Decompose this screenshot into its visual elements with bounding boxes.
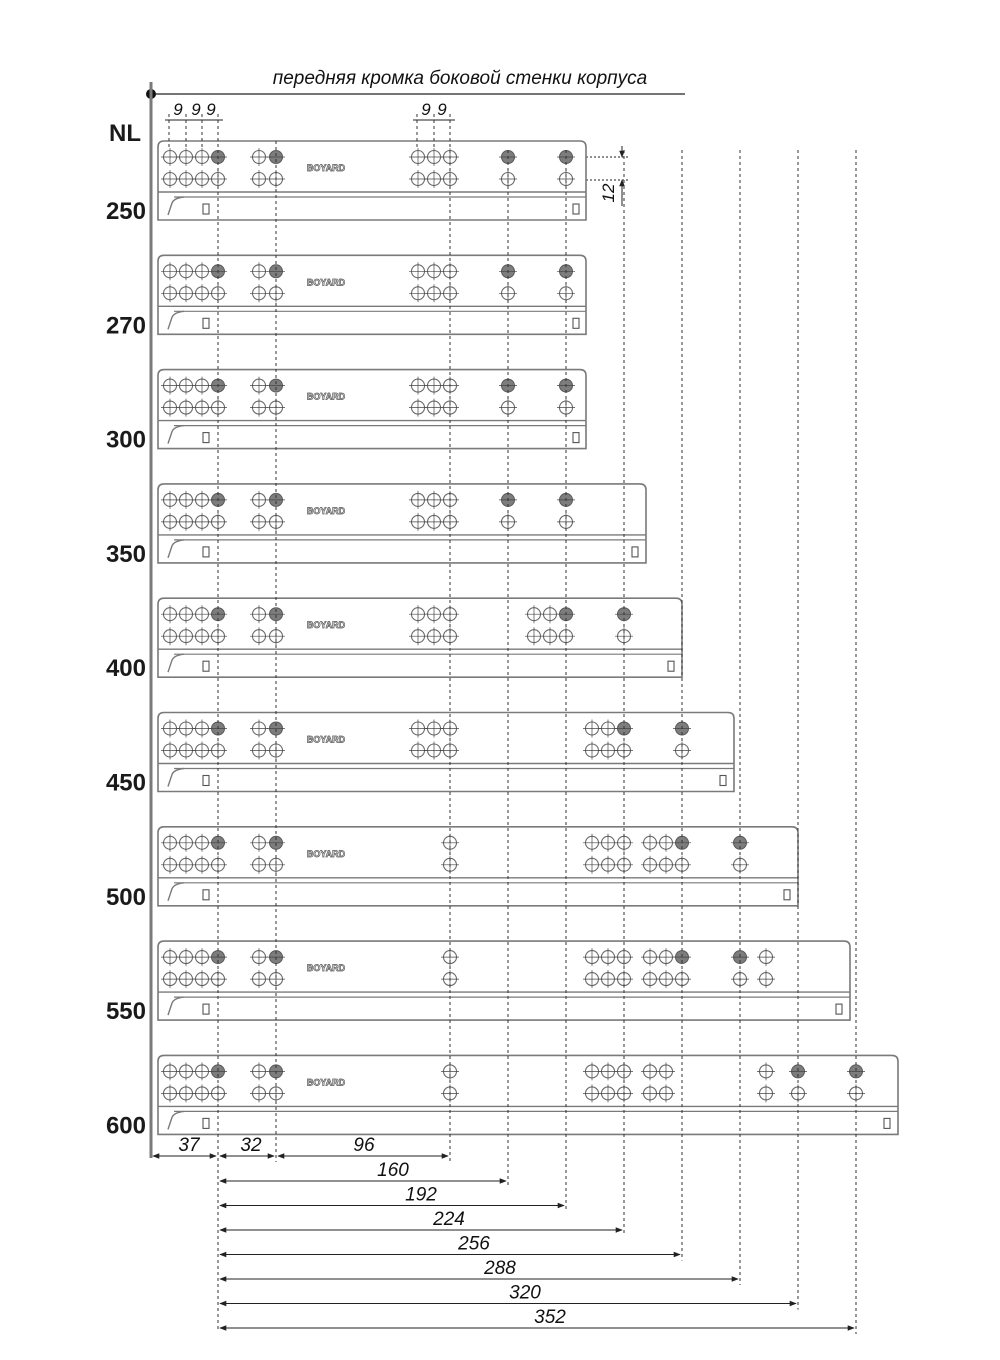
runner-outline (158, 1055, 898, 1134)
runner-row (106, 598, 682, 682)
dim-label: 160 (377, 1160, 409, 1181)
nl-value: 350 (105, 540, 146, 568)
dim-label: 192 (405, 1184, 437, 1206)
nl-value: 400 (105, 655, 146, 683)
dim-label: 320 (509, 1282, 541, 1304)
pitch-dim-4: 9 (421, 100, 431, 119)
brand-logo: BOYARD (306, 963, 346, 974)
dim-label: 224 (433, 1209, 465, 1230)
nl-value: 250 (105, 198, 146, 225)
pitch-dim-3: 9 (206, 100, 216, 119)
runner-row (106, 1055, 898, 1139)
dim-label: 32 (240, 1135, 262, 1156)
runner-row (106, 255, 586, 339)
nl-value: 300 (105, 426, 146, 454)
brand-logo: BOYARD (306, 391, 346, 402)
brand-logo: BOYARD (306, 1077, 346, 1088)
brand-logo: BOYARD (306, 734, 346, 745)
dim-label: 352 (534, 1307, 566, 1328)
brand-logo: BOYARD (306, 163, 346, 173)
header-caption: передняя кромка боковой стенки корпуса (272, 68, 648, 89)
nl-value: 450 (105, 769, 146, 797)
pitch-dim-1: 9 (173, 100, 183, 119)
runner-rows (106, 141, 898, 1139)
dim-label: 37 (178, 1135, 200, 1156)
nl-label: NL (109, 120, 141, 147)
runner-row (106, 941, 850, 1025)
nl-value: 550 (105, 998, 146, 1026)
hole-spacing-label: 12 (599, 183, 618, 203)
brand-logo: BOYARD (306, 277, 346, 288)
nl-value: 500 (105, 883, 146, 911)
brand-logo: BOYARD (306, 505, 346, 516)
brand-logo: BOYARD (306, 848, 346, 859)
dim-label: 256 (458, 1233, 490, 1255)
nl-value: 600 (105, 1112, 146, 1140)
dim-label: 96 (353, 1135, 375, 1156)
runner-row (106, 713, 734, 797)
brand-logo: BOYARD (306, 620, 346, 631)
dim-label: 288 (484, 1258, 516, 1279)
runner-row (106, 141, 586, 225)
runner-row (106, 827, 798, 911)
pitch-dim-5: 9 (437, 100, 447, 119)
nl-value: 270 (105, 312, 146, 340)
runner-row (106, 370, 586, 454)
runner-row (106, 484, 646, 568)
bottom-dims (153, 1135, 854, 1328)
pitch-dim-2: 9 (191, 100, 201, 119)
